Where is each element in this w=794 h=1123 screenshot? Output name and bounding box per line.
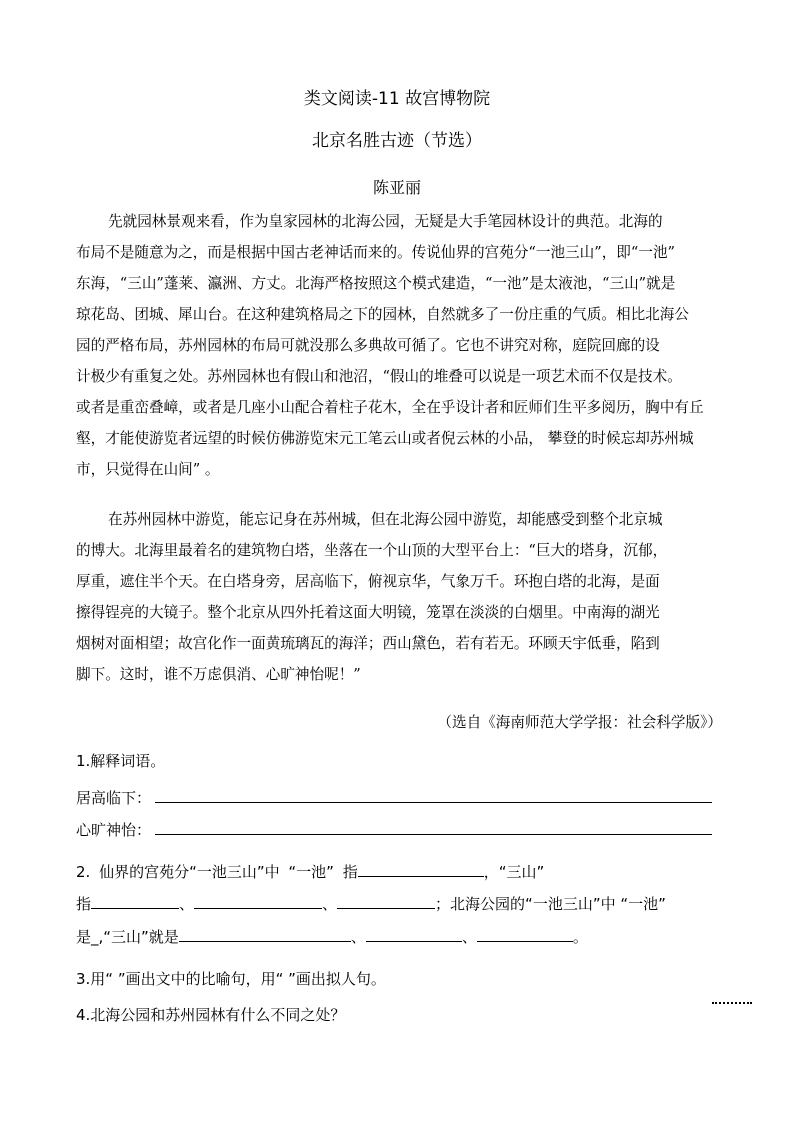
- stray-mark: [712, 1002, 752, 1004]
- question-4: 4.北海公园和苏州园林有什么不同之处？: [76, 1006, 346, 1024]
- question-3: 3.用“ ”画出文中的比喻句，用“ ”画出拟人句。: [76, 970, 386, 988]
- text-line: 东海，“三山”蓬莱、瀛洲、方丈。北海严格按照这个模式建造，“一池”是太液池，“三山”就是: [76, 275, 676, 292]
- q2-text: 、: [461, 928, 477, 946]
- q2-blank[interactable]: [366, 927, 462, 942]
- question-2-line-1: [76, 861, 544, 882]
- text-line: 烟树对面相望；故宫化作一面黄琉璃瓦的海洋；西山黛色，若有若无。环顾天宇低垂，陷到: [76, 635, 660, 652]
- q2-text: 指: [76, 895, 92, 913]
- text-line: 在苏州园林中游览，能忘记身在苏州城，但在北海公园中游览，却能感受到整个北京城: [108, 511, 663, 528]
- q2-text: 2. 仙界的宫苑分“一池三山”中 “一池” 指: [76, 863, 358, 881]
- q2-text: 。: [572, 928, 588, 946]
- text-line: 计极少有重复之处。苏州园林也有假山和池沼，“假山的堆叠可以说是一项艺术而不仅是技术。: [76, 368, 682, 385]
- q2-text: 、: [350, 928, 366, 946]
- q1b-answer-line[interactable]: [155, 834, 712, 835]
- text-line: 园的严格布局，苏州园林的布局可就没那么多典故可循了。它也不讲究对称，庭院回廊的设: [76, 337, 660, 354]
- q2-blank[interactable]: [179, 927, 351, 942]
- question-1: 1.解释词语。: [76, 752, 166, 770]
- q1-term-label: 心旷神怡：: [76, 821, 152, 839]
- text-line: 脚下。这时，谁不万虑俱消、心旷神怡呢！”: [76, 666, 361, 683]
- q2-text: 、: [322, 895, 338, 913]
- text-line: 市，只觉得在山间” 。: [76, 461, 220, 478]
- q1a-answer-line[interactable]: [155, 802, 712, 803]
- text-line: 琼花岛、团城、犀山台。在这种建筑格局之下的园林，自然就多了一份庄重的气质。相比北海公: [76, 306, 689, 323]
- source-citation: （选自《海南师范大学学报：社会科学版》）: [437, 714, 722, 731]
- text-line: 先就园林景观来看，作为皇家园林的北海公园，无疑是大手笔园林设计的典范。北海的: [108, 213, 663, 230]
- q2-blank[interactable]: [194, 894, 322, 909]
- q2-text: 是_,“三山”就是: [76, 928, 179, 946]
- q2-blank[interactable]: [337, 894, 435, 909]
- text-line: 壑，才能使游览者远望的时候仿佛游览宋元工笔云山或者倪云林的小品， 攀登的时候忘却苏州城: [76, 430, 694, 447]
- q2-text: ，“三山”: [483, 863, 545, 881]
- text-line: 或者是重峦叠嶂，或者是几座小山配合着柱子花木，全在乎设计者和匠师们生平多阅历，胸中有丘: [76, 399, 704, 416]
- q1-term-label: 居高临下：: [76, 789, 152, 807]
- author-name: 陈亚丽: [372, 178, 421, 197]
- q2-blank[interactable]: [91, 894, 179, 909]
- text-line: 的博大。北海里最着名的建筑物白塔，坐落在一个山顶的大型平台上：“巨大的塔身，沉郁，: [76, 542, 668, 559]
- page-title: 类文阅读-11 故宫博物院: [303, 89, 491, 109]
- text-line: 擦得锃亮的大镜子。整个北京从四外托着这面大明镜，笼罩在淡淡的白烟里。中南海的湖光: [76, 604, 660, 621]
- question-2-line-3: [76, 926, 588, 947]
- article-title: 北京名胜古迹（节选）: [312, 131, 482, 151]
- q2-text: ；北海公园的“一池三山”中 “一池”: [435, 895, 666, 913]
- q2-text: 、: [179, 895, 195, 913]
- q2-blank[interactable]: [477, 927, 573, 942]
- question-2-line-2: [76, 893, 666, 914]
- text-line: 布局不是随意为之，而是根据中国古老神话而来的。传说仙界的宫苑分“一池三山”，即“一池”: [76, 244, 676, 261]
- text-line: 厚重，遮住半个天。在白塔身旁，居高临下，俯视京华，气象万千。环抱白塔的北海，是面: [76, 573, 660, 590]
- q2-blank[interactable]: [358, 862, 484, 877]
